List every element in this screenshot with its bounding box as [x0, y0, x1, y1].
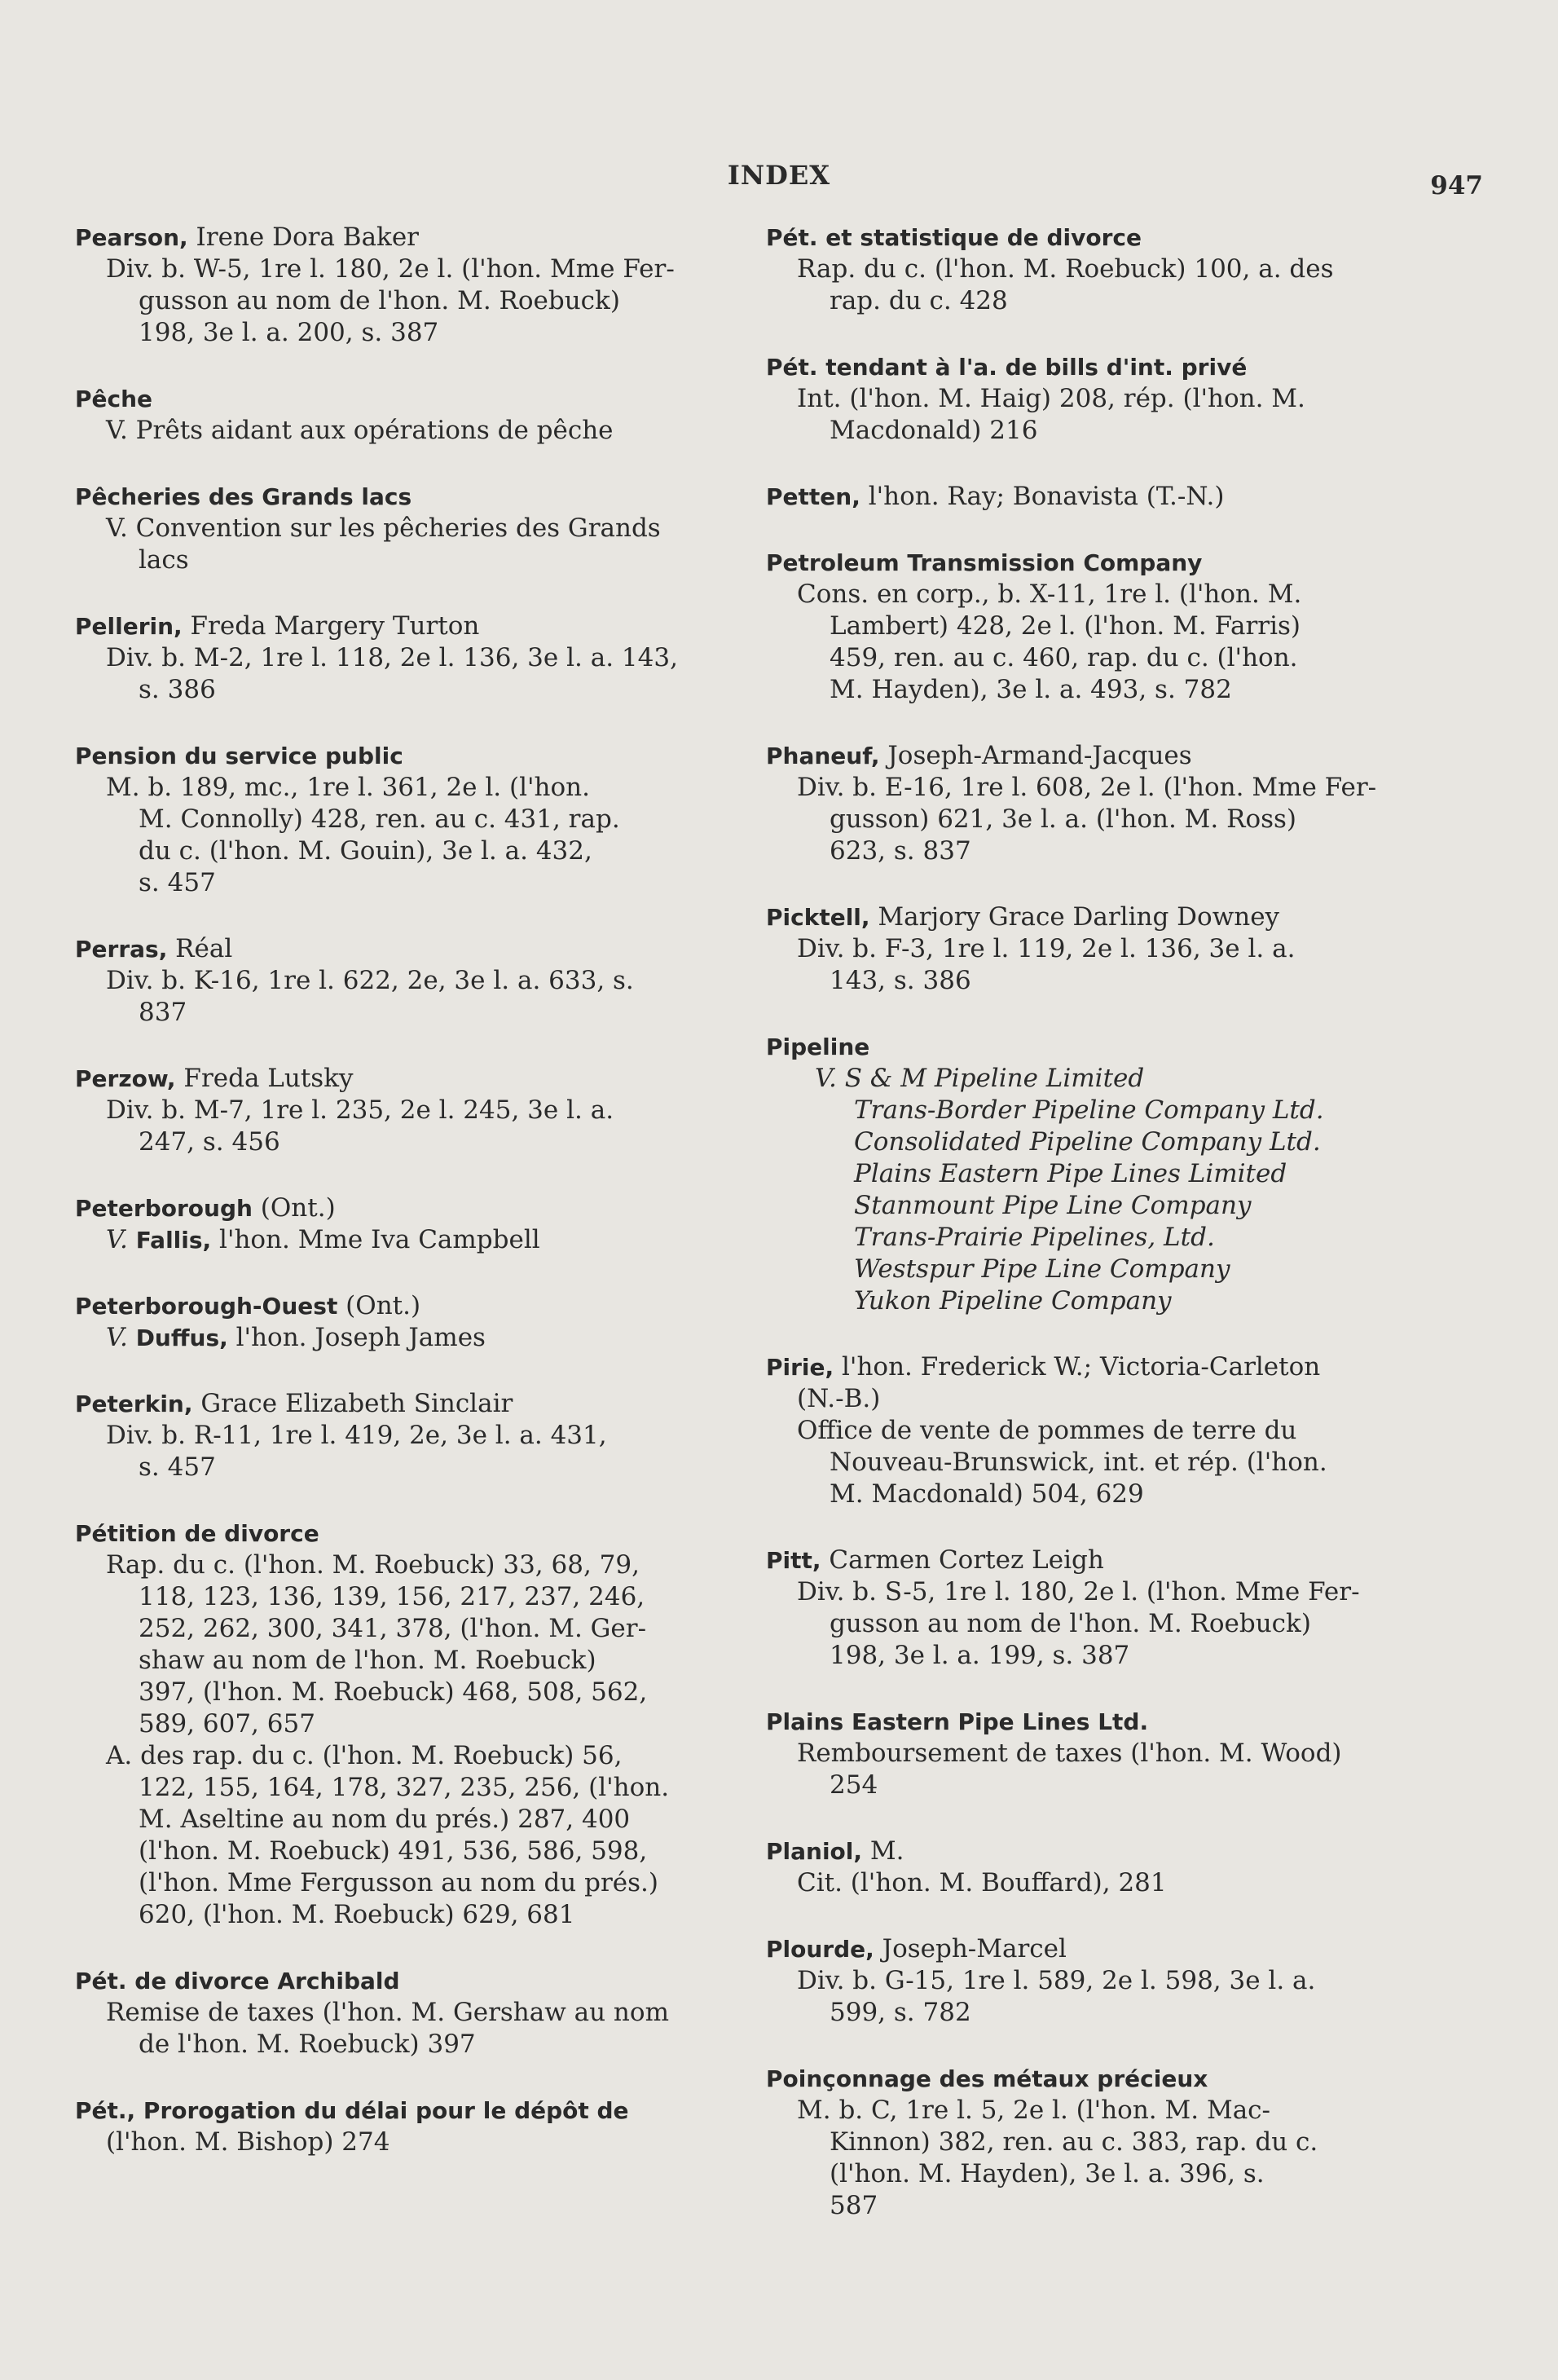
entry-heading	[75, 1290, 748, 1322]
entry-headword: Peterkin,	[75, 1391, 193, 1417]
entry-heading	[766, 1836, 1426, 1867]
index-entry	[766, 1706, 1426, 1801]
entry-headword: Plains Eastern Pipe Lines Ltd.	[766, 1708, 1149, 1735]
entry-line: Div. b. K-16, 1re l. 622, 2e, 3e l. a. 633, s.	[106, 966, 634, 995]
see-list-name: S & M Pipeline Limited	[844, 1064, 1145, 1093]
entry-line: Cit. (l'hon. M. Bouffard), 281	[797, 1868, 1167, 1897]
entry-line: Div. b. W-5, 1re l. 180, 2e l. (l'hon. Mme Fer-	[106, 254, 675, 284]
entry-headword: Plourde,	[766, 1936, 874, 1963]
entry-subline: 122, 155, 164, 178, 327, 235, 256, (l'hon.	[139, 1773, 670, 1802]
entry-heading-rest: Grace Elizabeth Sinclair	[192, 1389, 513, 1418]
entry-headword: Pirie,	[766, 1354, 834, 1381]
entry-headword: Picktell,	[766, 904, 870, 931]
entry-subline: A. des rap. du c. (l'hon. M. Roebuck) 56,	[106, 1741, 623, 1770]
entry-heading	[766, 1545, 1426, 1576]
see-list-item	[766, 1285, 1426, 1317]
entry-headword: Poinçonnage des métaux précieux	[766, 2065, 1208, 2092]
see-list-item	[766, 1095, 1426, 1126]
entry-line: lacs	[139, 545, 189, 575]
index-entry	[75, 610, 748, 706]
entry-headword: Pétition de divorce	[75, 1520, 319, 1547]
index-entry	[766, 1351, 1426, 1510]
entry-line: Rap. du c. (l'hon. M. Roebuck) 100, a. des	[797, 254, 1334, 284]
entry-headword: Planiol,	[766, 1838, 863, 1865]
entry-headword: Pipeline	[766, 1034, 870, 1060]
entry-headword: Pitt,	[766, 1547, 821, 1574]
see-prefix: V.	[815, 1064, 845, 1093]
index-entry	[75, 1192, 748, 1256]
entry-headword: Peterborough-Ouest	[75, 1293, 338, 1320]
see-list-item	[766, 1190, 1426, 1222]
entry-heading	[75, 1388, 748, 1420]
entry-heading-rest: l'hon. Ray; Bonavista (T.-N.)	[860, 482, 1225, 511]
entry-line: Cons. en corp., b. X-11, 1re l. (l'hon. M.	[797, 580, 1302, 609]
entry-heading-rest: Freda Lutsky	[175, 1064, 354, 1093]
index-entry	[75, 222, 748, 349]
entry-heading	[75, 1063, 748, 1095]
entry-heading	[766, 222, 1426, 253]
entry-heading	[766, 1706, 1426, 1738]
entry-line: Int. (l'hon. M. Haig) 208, rép. (l'hon. M.	[797, 384, 1305, 413]
entry-heading-rest: l'hon. Frederick W.; Victoria-Carleton	[834, 1352, 1321, 1382]
see-list-name: Yukon Pipeline Company	[854, 1286, 1172, 1316]
index-entry	[766, 1933, 1426, 2029]
entry-line: 143, s. 386	[830, 966, 971, 995]
entry-heading	[75, 222, 748, 253]
entry-line: (N.-B.)	[797, 1384, 881, 1413]
entry-line: 397, (l'hon. M. Roebuck) 468, 508, 562,	[139, 1677, 648, 1707]
entry-line: s. 457	[139, 1452, 216, 1482]
entry-headword: Perras,	[75, 936, 168, 963]
entry-line: shaw au nom de l'hon. M. Roebuck)	[139, 1646, 596, 1675]
index-entry	[766, 222, 1426, 317]
entry-heading	[766, 740, 1426, 772]
index-entry	[75, 933, 748, 1029]
entry-line: s. 386	[139, 675, 216, 704]
entry-line: gusson au nom de l'hon. M. Roebuck)	[830, 1609, 1311, 1638]
index-entry	[75, 1518, 748, 1931]
entry-heading-rest: (Ont.)	[252, 1193, 336, 1223]
see-ref-name: Fallis,	[135, 1227, 212, 1254]
entry-heading-rest: Carmen Cortez Leigh	[821, 1545, 1104, 1575]
entry-headword: Pearson,	[75, 224, 188, 251]
entry-heading-rest: Réal	[167, 934, 233, 963]
see-ref-rest: l'hon. Mme Iva Campbell	[211, 1225, 540, 1254]
page-number: 947	[1430, 171, 1483, 201]
entry-line: 252, 262, 300, 341, 378, (l'hon. M. Ger-	[139, 1614, 647, 1643]
index-entry	[75, 1290, 748, 1354]
index-entry	[766, 481, 1426, 513]
index-entry	[75, 1063, 748, 1158]
entry-heading	[75, 1518, 748, 1549]
entry-line: 623, s. 837	[830, 836, 971, 866]
see-list-item	[766, 1126, 1426, 1158]
entry-heading	[75, 933, 748, 965]
entry-headword: Perzow,	[75, 1065, 176, 1092]
entry-line: Lambert) 428, 2e l. (l'hon. M. Farris)	[830, 611, 1301, 641]
entry-line: M. Hayden), 3e l. a. 493, s. 782	[830, 675, 1232, 704]
entry-subline: (l'hon. M. Roebuck) 491, 536, 586, 598,	[139, 1836, 648, 1866]
entry-line: Office de vente de pommes de terre du	[797, 1416, 1297, 1445]
see-reference	[75, 1322, 748, 1354]
index-entry	[766, 740, 1426, 867]
entry-heading-rest: Joseph-Marcel	[874, 1934, 1067, 1964]
see-list-name: Trans-Border Pipeline Company Ltd.	[854, 1095, 1324, 1125]
entry-heading	[766, 1351, 1426, 1383]
entry-line: Div. b. G-15, 1re l. 589, 2e l. 598, 3e l. a.	[797, 1966, 1316, 1995]
entry-heading	[75, 1192, 748, 1224]
entry-line: 599, s. 782	[830, 1998, 971, 2027]
see-list-name: Plains Eastern Pipe Lines Limited	[854, 1159, 1287, 1188]
entry-line: (l'hon. M. Bishop) 274	[106, 2127, 390, 2157]
entry-line: 587	[830, 2191, 878, 2220]
entry-headword: Petroleum Transmission Company	[766, 549, 1203, 576]
entry-line: Macdonald) 216	[830, 416, 1038, 445]
entry-line: Div. b. M-7, 1re l. 235, 2e l. 245, 3e l. a.	[106, 1095, 614, 1125]
entry-line: M. b. C, 1re l. 5, 2e l. (l'hon. M. Mac-	[797, 2096, 1271, 2125]
index-entry	[766, 1031, 1426, 1317]
entry-line: Remboursement de taxes (l'hon. M. Wood)	[797, 1739, 1342, 1768]
entry-headword: Pét. et statistique de divorce	[766, 224, 1142, 251]
page-title: INDEX	[727, 160, 831, 191]
entry-line: Div. b. F-3, 1re l. 119, 2e l. 136, 3e l. a.	[797, 934, 1296, 963]
index-entry	[75, 1965, 748, 2060]
index-entry	[766, 901, 1426, 997]
index-entry	[766, 351, 1426, 447]
entry-line: Rap. du c. (l'hon. M. Roebuck) 33, 68, 79,	[106, 1550, 640, 1580]
index-entry	[75, 2095, 748, 2158]
entry-headword: Pét. de divorce Archibald	[75, 1968, 400, 1994]
entry-line: Nouveau-Brunswick, int. et rép. (l'hon.	[830, 1448, 1327, 1477]
index-entry	[766, 1836, 1426, 1899]
entry-subline: M. Aseltine au nom du prés.) 287, 400	[139, 1805, 631, 1834]
see-list-name: Stanmount Pipe Line Company	[854, 1191, 1252, 1220]
entry-heading	[75, 481, 748, 513]
entry-line: (l'hon. M. Hayden), 3e l. a. 396, s.	[830, 2159, 1265, 2188]
see-list-item	[766, 1063, 1426, 1095]
see-list-item	[766, 1254, 1426, 1285]
entry-heading	[766, 1933, 1426, 1965]
see-ref-rest: l'hon. Joseph James	[227, 1323, 486, 1352]
entry-heading	[766, 1031, 1426, 1063]
left-column	[75, 222, 748, 2193]
entry-headword: Pét., Prorogation du délai pour le dépôt de	[75, 2097, 629, 2124]
see-reference	[75, 1224, 748, 1256]
entry-headword: Phaneuf,	[766, 743, 880, 769]
see-list-item	[766, 1158, 1426, 1190]
entry-headword: Peterborough	[75, 1195, 253, 1222]
entry-headword: Pét. tendant à l'a. de bills d'int. privé	[766, 354, 1248, 381]
entry-line: gusson) 621, 3e l. a. (l'hon. M. Ross)	[830, 804, 1297, 834]
entry-line: V. Convention sur les pêcheries des Grands	[106, 513, 661, 543]
entry-heading	[766, 2063, 1426, 2095]
see-prefix: V.	[106, 1225, 136, 1254]
entry-line: 247, s. 456	[139, 1127, 280, 1157]
entry-heading-rest: (Ont.)	[337, 1291, 421, 1320]
entry-heading-rest: Marjory Grace Darling Downey	[869, 902, 1280, 932]
entry-line: 118, 123, 136, 139, 156, 217, 237, 246,	[139, 1582, 645, 1611]
entry-line: s. 457	[139, 868, 216, 897]
index-entry	[766, 2063, 1426, 2222]
entry-line: 198, 3e l. a. 199, s. 387	[830, 1641, 1130, 1670]
entry-line: gusson au nom de l'hon. M. Roebuck)	[139, 286, 620, 315]
entry-line: 837	[139, 998, 187, 1027]
entry-heading	[766, 901, 1426, 933]
entry-line: M. Macdonald) 504, 629	[830, 1479, 1144, 1509]
entry-subline: (l'hon. Mme Fergusson au nom du prés.)	[139, 1868, 658, 1897]
entry-headword: Pêcheries des Grands lacs	[75, 483, 412, 510]
see-list-name: Consolidated Pipeline Company Ltd.	[854, 1127, 1321, 1157]
entry-heading	[766, 481, 1426, 513]
entry-headword: Pellerin,	[75, 613, 183, 640]
see-list-name: Trans-Prairie Pipelines, Ltd.	[854, 1223, 1215, 1252]
entry-line: 459, ren. au c. 460, rap. du c. (l'hon.	[830, 643, 1298, 672]
entry-line: Div. b. R-11, 1re l. 419, 2e, 3e l. a. 431,	[106, 1421, 607, 1450]
entry-heading	[75, 740, 748, 772]
see-list-item	[766, 1222, 1426, 1254]
entry-line: 198, 3e l. a. 200, s. 387	[139, 318, 439, 347]
entry-line: M. b. 189, mc., 1re l. 361, 2e l. (l'hon.	[106, 773, 590, 802]
entry-line: Div. b. E-16, 1re l. 608, 2e l. (l'hon. Mme Fer-	[797, 773, 1377, 802]
index-entry	[75, 481, 748, 576]
index-entry	[75, 1388, 748, 1483]
entry-headword: Pension du service public	[75, 743, 403, 769]
entry-heading-rest: M.	[862, 1836, 904, 1866]
entry-line: Remise de taxes (l'hon. M. Gershaw au nom	[106, 1998, 669, 2027]
entry-line: de l'hon. M. Roebuck) 397	[139, 2030, 476, 2059]
entry-heading	[75, 2095, 748, 2127]
index-entry	[766, 1545, 1426, 1672]
entry-heading	[766, 547, 1426, 579]
entry-line: Kinnon) 382, ren. au c. 383, rap. du c.	[830, 2127, 1318, 2157]
entry-heading-rest: Joseph-Armand-Jacques	[879, 741, 1192, 770]
entry-line: M. Connolly) 428, ren. au c. 431, rap.	[139, 804, 620, 834]
entry-line: Div. b. S-5, 1re l. 180, 2e l. (l'hon. Mme Fer-	[797, 1577, 1360, 1606]
entry-heading-rest: Irene Dora Baker	[187, 223, 420, 252]
entry-line: V. Prêts aidant aux opérations de pêche	[106, 416, 614, 445]
see-ref-name: Duffus,	[135, 1324, 228, 1351]
see-list-name: Westspur Pipe Line Company	[854, 1254, 1230, 1284]
entry-line: 589, 607, 657	[139, 1709, 315, 1739]
index-entry	[766, 547, 1426, 706]
see-prefix: V.	[106, 1323, 136, 1352]
entry-heading-rest: Freda Margery Turton	[182, 611, 480, 641]
entry-headword: Petten,	[766, 483, 860, 510]
entry-line: du c. (l'hon. M. Gouin), 3e l. a. 432,	[139, 836, 592, 866]
entry-line: 254	[830, 1770, 878, 1800]
entry-subline: 620, (l'hon. M. Roebuck) 629, 681	[139, 1900, 575, 1929]
entry-heading	[75, 1965, 748, 1997]
index-entry	[75, 740, 748, 899]
entry-headword: Pêche	[75, 386, 153, 412]
index-entry	[75, 383, 748, 447]
entry-heading	[75, 610, 748, 642]
right-column	[766, 222, 1426, 2256]
entry-line: Div. b. M-2, 1re l. 118, 2e l. 136, 3e l. a. 143,	[106, 643, 678, 672]
entry-heading	[766, 351, 1426, 383]
entry-line: rap. du c. 428	[830, 286, 1008, 315]
entry-heading	[75, 383, 748, 415]
